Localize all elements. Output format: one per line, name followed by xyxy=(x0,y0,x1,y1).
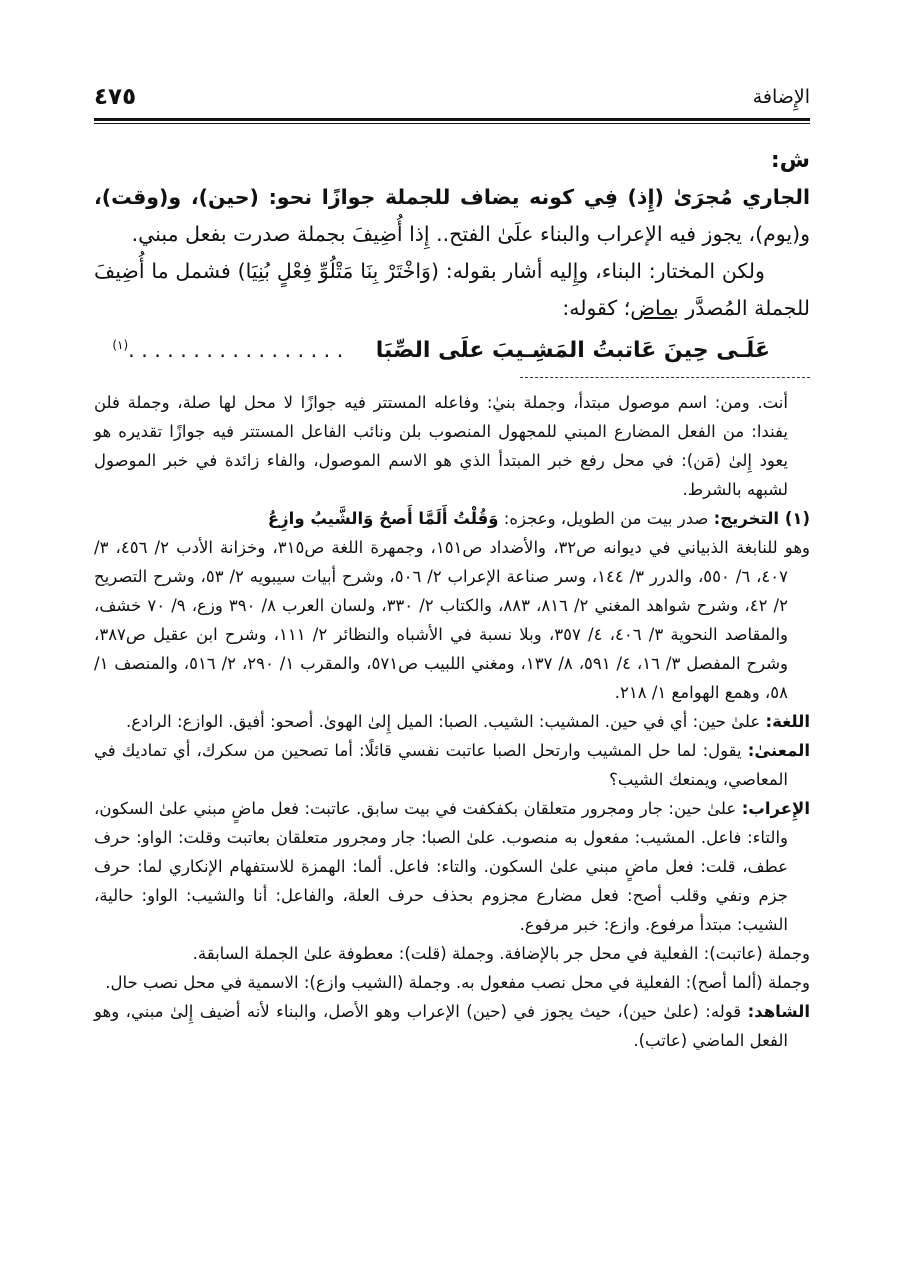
footnote-sources: وهو للنابغة الذبياني في ديوانه ص٣٢، والأضداد ص١٥١، وجمهرة اللغة ص٣١٥، وخزانة الأدب ٢/ ٤٥٦، ٣/ ٤٠٧، ٦/ ٥٥٠، والدرر ٣/ ١٤٤، وسر صناعة الإعراب ٢/ ٥٠٦، وشرح أبيات سيبويه ٢/ ٥٣، وشرح التصريح ٢/ ٤٢، وشرح شواهد المغني ٢/ ٨١٦، ٨٨٣، والكتاب ٢/ ٣٣٠، ولسان العرب ٨/ ٣٩٠ وزع، ٩/ ٧٠ خشف، والمقاصد النحوية ٣/ ٤٠٦، ٤/ ٣٥٧، وبلا نسبة في الأشباه والنظائر ٢/ ١١١، وشرح ابن عقيل ص٣٨٧، وشرح المفصل ٣/ ١٦، ٤/ ٥٩١، ٨/ ١٣٧، ومغني اللبيب ص٥٧١، والمقرب ١/ ٢٩٠، ٢/ ٥١٦، والمنصف ١/ ٥٨، وهمع الهوامع ١/ ٢١٨. xyxy=(94,537,810,702)
footnote-shahid xyxy=(94,997,810,1055)
running-title: الإِضافة xyxy=(752,86,810,108)
footnotes xyxy=(94,388,810,1055)
paragraph-2 xyxy=(94,253,810,327)
commentary-label: ش: xyxy=(770,148,810,173)
paragraph-2-line-1: ولكن المختار: البناء، وإِليه أشار بقوله: (وَاخْتَرْ بِنَا مَتْلُوِّ فِعْلٍ بُنِيَا) فشمل ما أُضِيفَ xyxy=(94,259,765,283)
document-page xyxy=(94,84,810,1055)
shahid-text: قوله: (علىٰ حين)، حيث يجوز في (حين) الإعراب وهو الأصل، والبناء لأنه أضيف إِلىٰ مبني، وهو الفعل الماضي (عاتب). xyxy=(94,1001,788,1050)
maana-text: يقول: لما حل المشيب وارتحل الصبا عاتبت نفسي قائلًا: أما تصحين من سكرك، أي تماديك في المعاصي، ويمنعك الشيب؟ xyxy=(94,740,788,789)
lugha-text: علىٰ حين: أي في حين. المشيب: الشيب. الصبا: الميل إِلىٰ الهوىٰ. أصحو: أفيق. الوازع: الرادع. xyxy=(125,711,766,731)
maana-label: المعنىٰ: xyxy=(747,740,810,760)
takhrij-verse: وَقُلْتُ أَلَمَّا أَصحُ وَالشَّيبُ وازِعُ xyxy=(267,508,499,528)
verse-line xyxy=(94,327,810,369)
lugha-label: اللغة: xyxy=(765,711,810,731)
footnote-jumal-2: وجملة (ألما أصح): الفعلية في محل نصب مفعول به. وجملة (الشيب وازع): الاسمية في محل نصب حال. xyxy=(105,972,810,992)
paragraph-1-rest: و(يوم)، يجوز فيه الإعراب والبناء علَىٰ الفتح.. إِذا أُضِيفَ بجملة صدرت بفعل مبني. xyxy=(131,222,810,246)
paragraph-2-line-2b: ؛ كقوله: xyxy=(562,296,631,320)
takhrij-label: (١) التخريج: xyxy=(713,508,810,528)
page-header xyxy=(94,84,810,120)
footnote-continuation: أنت. ومن: اسم موصول مبتدأ، وجملة بنيٰ: وفاعله المستتر فيه جوازًا لا محل لها صلة، وجملة فلن يفندا: من الفعل المضارع المبني للمجهول المنصوب بلن ونائب الفاعل المستتر فيه جوازًا تقديره هو يعود إِلىٰ (مَن): في محل رفع خبر المبتدأ الذي هو الاسم الموصول، والفاء زائدة في خبر الموصول لشبهه بالشرط. xyxy=(94,392,788,499)
footnote-lugha xyxy=(94,707,810,736)
footnote-separator xyxy=(520,377,810,378)
header-rule-thick xyxy=(94,118,810,121)
verse-text: عَلَـى حِينَ عَاتبتُ المَشِـيبَ علَى الصِّبَا xyxy=(375,337,770,363)
verse-dots: . . . . . . . . . . . . . . . . . xyxy=(128,337,344,362)
footnote-jumal-1: وجملة (عاتبت): الفعلية في محل جر بالإضافة. وجملة (قلت): معطوفة علىٰ الجملة السابقة. xyxy=(192,943,810,963)
footnote-maana xyxy=(94,736,810,794)
header-rule-thin xyxy=(94,123,810,124)
footnote-takhrij xyxy=(94,504,810,533)
irab-text: علىٰ حين: جار ومجرور متعلقان بكفكفت في بيت سابق. عاتبت: فعل ماضٍ مبني علىٰ السكون، والتاء: فاعل. المشيب: مفعول به منصوب. علىٰ الصبا: جار ومجرور متعلقان بعاتبت وقلت: الواو: حرف عطف، قلت: فعل ماضٍ مبني علىٰ السكون. والتاء: فاعل. ألما: الهمزة للاستفهام الإنكاري لما: حرف جزم ونفي وقلب أصح: فعل مضارع مجزوم بحذف حرف العلة، والفاعل: أنا والشيب: الواو: حالية، الشيب: مبتدأ مرفوع. وازع: خبر مرفوع. xyxy=(94,798,788,934)
paragraph-2-underlined: بماض xyxy=(630,296,679,320)
takhrij-text: صدر بيت من الطويل، وعجزه: xyxy=(498,508,714,528)
irab-label: الإِعراب: xyxy=(741,798,810,818)
paragraph-1-bold: الجاري مُجرَىٰ (إِذ) فِي كونه يضاف للجملة جوازًا نحو: (حين)، و(وقت)، xyxy=(94,185,810,209)
paragraph-2-line-2a: للجملة المُصدَّر xyxy=(678,296,810,320)
paragraph-1 xyxy=(94,179,810,253)
page-number: ٤٧٥ xyxy=(94,84,137,110)
main-text xyxy=(94,142,810,369)
footnote-reference: (١) xyxy=(112,338,129,352)
shahid-label: الشاهد: xyxy=(747,1001,810,1021)
footnote-irab xyxy=(94,794,810,939)
